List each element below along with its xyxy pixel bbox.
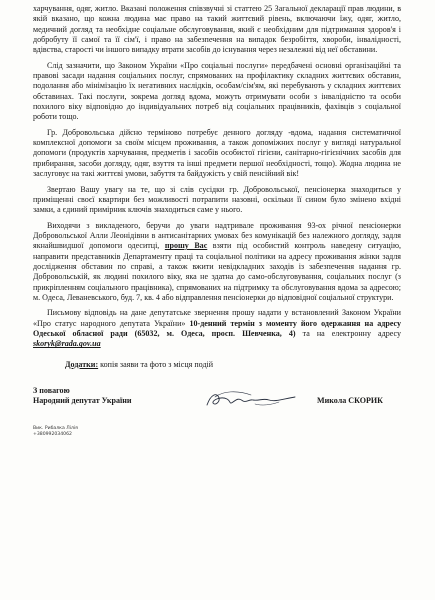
signer-position: Народний депутат України [33,395,132,405]
response-email-link[interactable]: skoryk@rada.gov.ua [33,339,101,349]
handwritten-signature [203,388,298,412]
attachments-text: копія заяви та фото з місця подій [98,359,214,369]
signer-name: Микола СКОРИК [317,395,383,405]
attachments-label: Додатки: [65,359,99,369]
response-deadline-address: 10-денний термін з моменту його одержання на адресу Одеської обласної ради (65032, м. Одеса, просп. Шевченка, 4) [33,318,402,338]
response-text-a: Письмову відповідь на дане депутатське звернення прошу надати у встановлений Законом України «Про статус народного депутата України» [33,308,401,328]
paragraph-request [33,221,401,304]
paragraph-social-services-law: Слід зазначити, що Законом України «Про соціальні послуги» передбачені основні організаційні та правові засади надання соціальних послуг, спрямованих на профілактику складних життєвих обставин, подолання або мінімізацію їх негативних наслідків, особам/сім'ям, які перебувають у складних життєвих обставинах. Такі послуги, зокрема догляд вдома, можуть отримувати особи з інвалідністю та особи похилого віку відповідно до індивідуальних потреб від соціальних працівників, фахівців з соціальної роботи тощо. [33,60,401,122]
request-emphasis: прошу Вас [164,241,208,251]
executor-name: Вик. Рибалка Лілія [33,425,78,431]
paragraph-care-needs: Гр. Добровольська дійсно терміново потребує денного догляду -вдома, надання систематичної комплексної допомоги за своїм місцем проживання, а також допоміжних послуг у вигляді натуральної допомоги (продуктів харчування, предметів і засобів особистої гігієни, санітарно-гігієнічних засобів для прибирання, засоби догляду, одяг, взуття та інші предмети першої необхідності, тощо). Жодна людина не заслуговує на такі життєві умови, забуття та байдужість у свій пенсійний вік! [33,127,401,179]
request-text-c: взяти під особистий контроль наведену ситуацію, направити представників Департаменту праці та соціальної політики на адресу проживання жінки задля дослідження обставин по справі, а також вжити невідкладних заходів із забезпечення надання гр. Добровольській, як людині похилого віку, яка не здатна до само-обслуговування, соціальних послуг (з прикріпленням соціального працівника), спрямованих на підтримку та обслуговування вдома за адресою; м. Одеса, Леваневського, буд. 7, кв. 4 або відправлення пенсіонерки до відповідної соціальної структури. [33,241,401,302]
paragraph-rights: харчування, одяг, житло. Вказані положення співзвучні зі статтею 25 Загальної декларації прав людини, в якій вказано, що кожна людина має право на такий життєвий рівень, включаючи їжу, одяг, житло, медичний догляд та необхідне соціальне обслуговування, який є необхідним для підтримання здоров'я і добробуту її самої та її сім'ї, і право на забезпечення на випадок безробіття, хвороби, інвалідності, вдівства, старості чи іншого випадку втрати засобів до існування через незалежні від неї обставини. [33,4,401,55]
attachments-line [33,360,401,370]
signature-block [33,386,401,412]
response-text-c: та на електронну адресу [295,328,401,338]
executor-info [33,426,401,438]
request-text-a: Виходячи з викладеного, беручи до уваги надтривале проживання 93-ох річної пенсіонерки Добровольської Алли Леонідівни в антисанітарних умовах без комунікацій без належного догляду, задля якнайшвидшої допомоги одеситці, [33,220,401,251]
closing-text: З повагою [33,385,70,395]
executor-phone: +380992034062 [33,431,72,437]
paragraph-neighbor-report: Звертаю Вашу увагу на те, що зі слів сусідки гр. Добровольської, пенсіонерка знаходиться у приміщенні своєї квартири без можливості потрапити назовні, оскільки її сином було змінено вхідні замки, а єдиний примірник ключів знаходиться саме у нього. [33,184,401,215]
signature-left [33,386,132,406]
paragraph-response-request [33,308,401,349]
